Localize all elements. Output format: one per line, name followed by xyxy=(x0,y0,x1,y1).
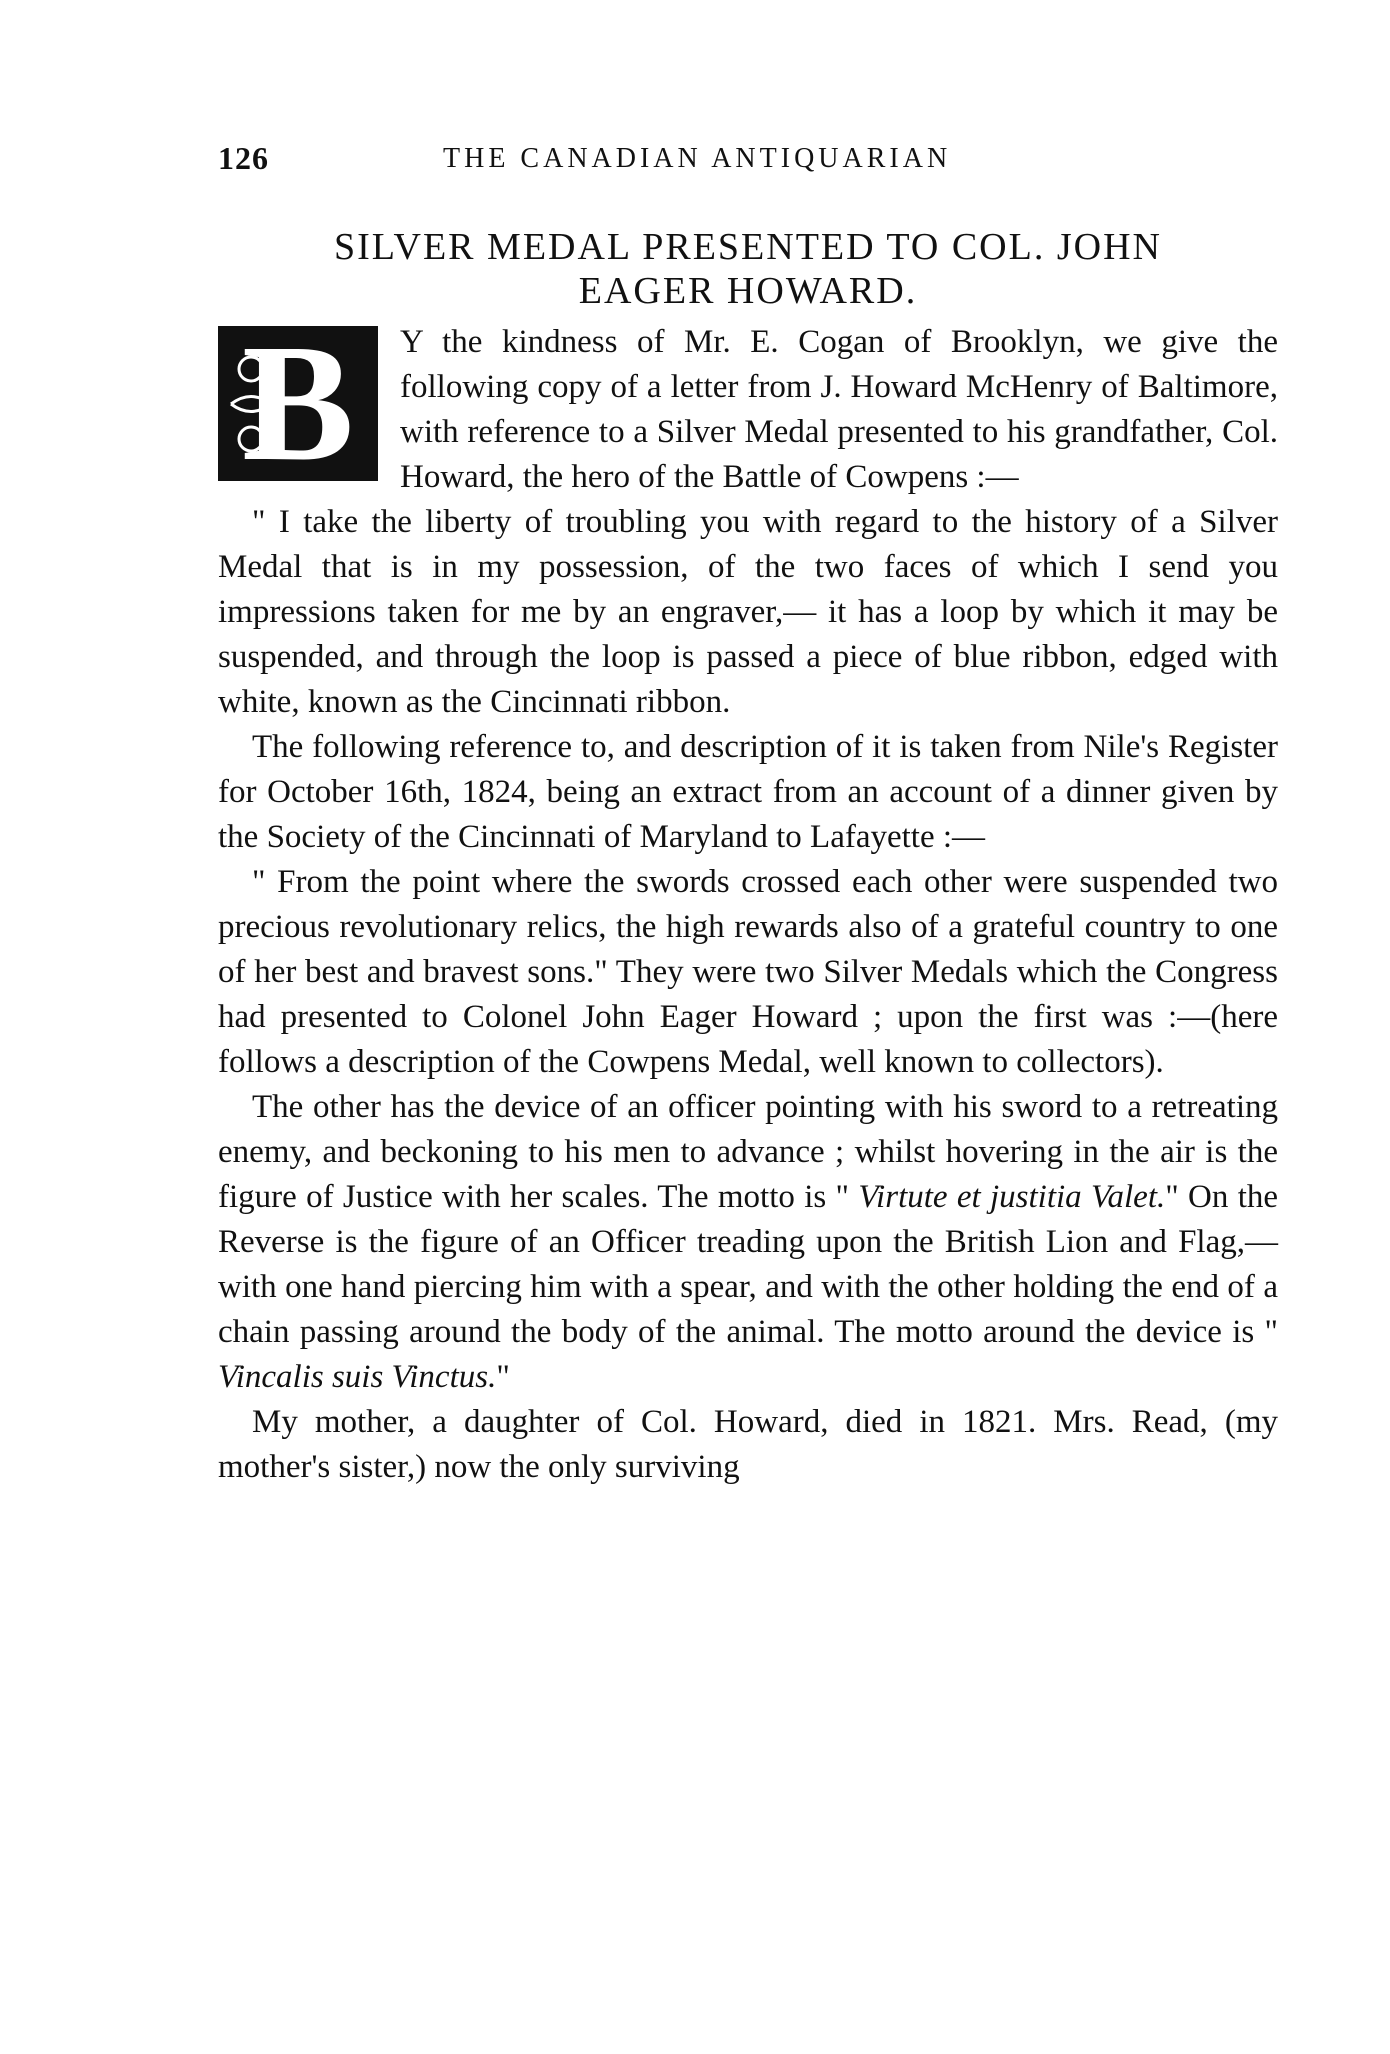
paragraph-1-text: Y the kindness of Mr. E. Cogan of Brooklyn, we give the following copy of a letter from J. Howard McHenry of Baltimore, with reference to a Silver Medal presented to his grandfather, Col. Howard, the hero of the Battle of Cowpens :— xyxy=(400,324,1278,495)
article-title xyxy=(218,225,1278,313)
article-title-line-1: SILVER MEDAL PRESENTED TO COL. JOHN xyxy=(334,226,1162,268)
paragraph-3: The following reference to, and description of it is taken from Nile's Register for October 16th, 1824, being an extract from an account of a dinner given by the Society of the Cincinnati of Maryland to Lafayette :— xyxy=(218,729,1278,855)
motto-virtute: Virtute et justitia Valet. xyxy=(858,1179,1166,1215)
page-number: 126 xyxy=(218,140,269,176)
paragraph-5-text-a: The other has the device of an officer pointing with his sword to a retreating enemy, and beckoning to his men to advance ; whilst hovering in the air is the figure of Justice with her scales. The motto is " xyxy=(218,1089,1278,1215)
journal-title: THE CANADIAN ANTIQUARIAN xyxy=(443,143,952,174)
motto-vincalis: Vincalis suis Vinctus. xyxy=(218,1359,497,1395)
article-title-line-2: EAGER HOWARD. xyxy=(578,270,918,312)
paragraph-1 xyxy=(218,310,1278,500)
paragraph-5-text-c: " xyxy=(496,1359,510,1395)
running-head xyxy=(218,140,1278,200)
article-body xyxy=(218,310,1279,1490)
paragraph-2: " I take the liberty of troubling you with regard to the history of a Silver Medal that is in my possession, of the two faces of which I send you impressions taken for me by an engraver,— it has a loop by which it may be suspended, and through the loop is passed a piece of blue ribbon, edged with white, known as the Cincinnati ribbon. xyxy=(218,504,1278,720)
paragraph-4: " From the point where the swords crossed each other were suspended two precious revolutionary relics, the high rewards also of a grateful country to one of her best and bravest sons." They were two Silver Medals which the Congress had presented to Colonel John Eager Howard ; upon the first was :—(here follows a description of the Cowpens Medal, well known to collectors). xyxy=(218,864,1278,1080)
paragraph-6: My mother, a daughter of Col. Howard, died in 1821. Mrs. Read, (my mother's sister,) now the only surviving xyxy=(218,1404,1278,1485)
paragraph-5 xyxy=(218,1085,1278,1400)
drop-cap-initial xyxy=(218,310,378,496)
paragraph-5-text-b: " On the Reverse is the figure of an Officer treading upon the British Lion and Flag,—with one hand piercing him with a spear, and with the other holding the end of a chain passing around the body of the animal. The motto around the device is " xyxy=(218,1179,1279,1350)
drop-cap-letter: B xyxy=(241,310,355,496)
